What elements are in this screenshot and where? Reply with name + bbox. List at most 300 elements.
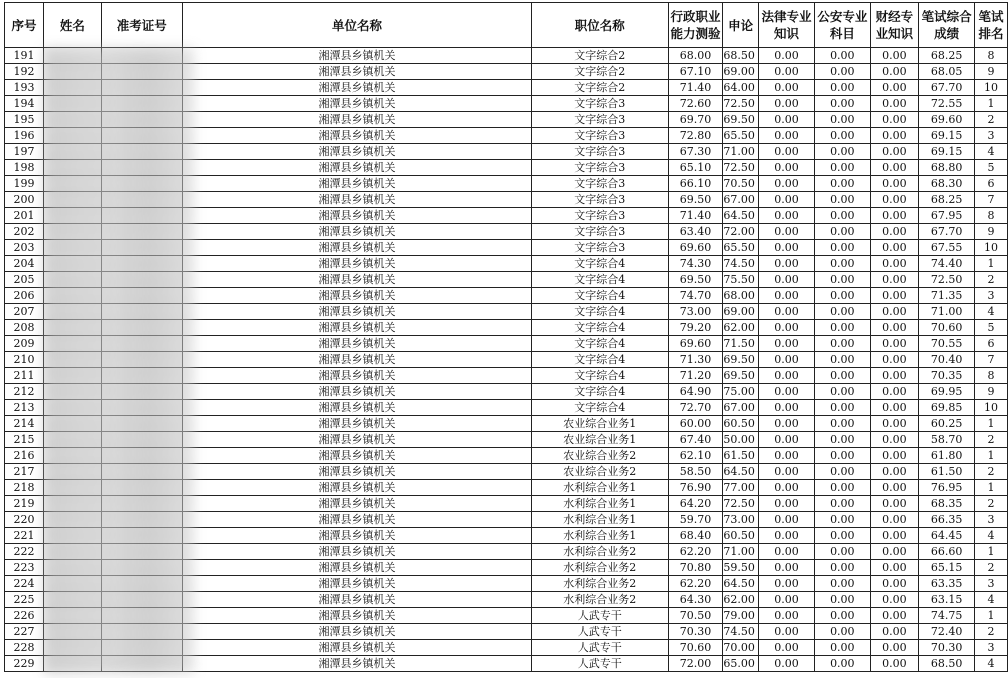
- cell-seq: 199: [5, 176, 44, 192]
- cell-unit: 湘潭县乡镇机关: [182, 80, 531, 96]
- cell-unit: 湘潭县乡镇机关: [182, 48, 531, 64]
- cell-shenlun: 72.50: [723, 96, 759, 112]
- cell-police: 0.00: [815, 64, 870, 80]
- cell-law: 0.00: [758, 400, 814, 416]
- cell-rank: 2: [974, 432, 1007, 448]
- cell-xingce: 62.10: [668, 448, 723, 464]
- cell-seq: 218: [5, 480, 44, 496]
- cell-law: 0.00: [758, 192, 814, 208]
- cell-unit: 湘潭县乡镇机关: [182, 640, 531, 656]
- cell-finance: 0.00: [870, 640, 919, 656]
- cell-finance: 0.00: [870, 256, 919, 272]
- cell-total: 71.35: [919, 288, 975, 304]
- cell-finance: 0.00: [870, 416, 919, 432]
- cell-finance: 0.00: [870, 496, 919, 512]
- cell-unit: 湘潭县乡镇机关: [182, 144, 531, 160]
- cell-position: 文字综合3: [532, 128, 669, 144]
- cell-rank: 8: [974, 368, 1007, 384]
- cell-rank: 7: [974, 192, 1007, 208]
- cell-unit: 湘潭县乡镇机关: [182, 560, 531, 576]
- cell-seq: 193: [5, 80, 44, 96]
- cell-police: 0.00: [815, 480, 870, 496]
- cell-seq: 197: [5, 144, 44, 160]
- cell-seq: 201: [5, 208, 44, 224]
- cell-police: 0.00: [815, 176, 870, 192]
- cell-seq: 211: [5, 368, 44, 384]
- cell-unit: 湘潭县乡镇机关: [182, 512, 531, 528]
- cell-unit: 湘潭县乡镇机关: [182, 576, 531, 592]
- cell-law: 0.00: [758, 432, 814, 448]
- cell-shenlun: 75.50: [723, 272, 759, 288]
- cell-law: 0.00: [758, 464, 814, 480]
- cell-position: 水利综合业务1: [532, 528, 669, 544]
- cell-rank: 2: [974, 624, 1007, 640]
- cell-total: 68.25: [919, 48, 975, 64]
- cell-xingce: 67.10: [668, 64, 723, 80]
- cell-police: 0.00: [815, 448, 870, 464]
- cell-law: 0.00: [758, 128, 814, 144]
- cell-rank: 4: [974, 304, 1007, 320]
- cell-total: 71.00: [919, 304, 975, 320]
- cell-law: 0.00: [758, 656, 814, 672]
- cell-xingce: 69.60: [668, 240, 723, 256]
- cell-law: 0.00: [758, 624, 814, 640]
- cell-rank: 4: [974, 528, 1007, 544]
- cell-law: 0.00: [758, 528, 814, 544]
- cell-position: 农业综合业务2: [532, 448, 669, 464]
- cell-police: 0.00: [815, 592, 870, 608]
- cell-total: 72.40: [919, 624, 975, 640]
- cell-total: 74.75: [919, 608, 975, 624]
- cell-xingce: 62.20: [668, 576, 723, 592]
- cell-shenlun: 64.50: [723, 208, 759, 224]
- cell-total: 60.25: [919, 416, 975, 432]
- cell-seq: 222: [5, 544, 44, 560]
- cell-shenlun: 65.00: [723, 656, 759, 672]
- cell-law: 0.00: [758, 240, 814, 256]
- cell-total: 70.60: [919, 320, 975, 336]
- cell-rank: 10: [974, 240, 1007, 256]
- cell-seq: 203: [5, 240, 44, 256]
- cell-unit: 湘潭县乡镇机关: [182, 400, 531, 416]
- cell-law: 0.00: [758, 112, 814, 128]
- cell-finance: 0.00: [870, 464, 919, 480]
- cell-rank: 9: [974, 64, 1007, 80]
- cell-seq: 223: [5, 560, 44, 576]
- cell-finance: 0.00: [870, 224, 919, 240]
- cell-unit: 湘潭县乡镇机关: [182, 112, 531, 128]
- cell-position: 文字综合3: [532, 160, 669, 176]
- cell-total: 70.40: [919, 352, 975, 368]
- cell-position: 文字综合3: [532, 208, 669, 224]
- cell-police: 0.00: [815, 656, 870, 672]
- cell-total: 68.05: [919, 64, 975, 80]
- cell-rank: 2: [974, 560, 1007, 576]
- cell-finance: 0.00: [870, 368, 919, 384]
- cell-rank: 2: [974, 272, 1007, 288]
- cell-total: 69.15: [919, 128, 975, 144]
- cell-seq: 212: [5, 384, 44, 400]
- cell-unit: 湘潭县乡镇机关: [182, 480, 531, 496]
- cell-law: 0.00: [758, 320, 814, 336]
- cell-xingce: 64.20: [668, 496, 723, 512]
- cell-shenlun: 62.00: [723, 320, 759, 336]
- cell-total: 68.80: [919, 160, 975, 176]
- cell-position: 文字综合4: [532, 384, 669, 400]
- cell-xingce: 73.00: [668, 304, 723, 320]
- cell-position: 水利综合业务1: [532, 480, 669, 496]
- cell-xingce: 71.40: [668, 80, 723, 96]
- cell-rank: 3: [974, 640, 1007, 656]
- cell-police: 0.00: [815, 496, 870, 512]
- cell-seq: 217: [5, 464, 44, 480]
- cell-finance: 0.00: [870, 528, 919, 544]
- cell-law: 0.00: [758, 608, 814, 624]
- cell-seq: 225: [5, 592, 44, 608]
- cell-seq: 227: [5, 624, 44, 640]
- cell-police: 0.00: [815, 336, 870, 352]
- cell-unit: 湘潭县乡镇机关: [182, 496, 531, 512]
- cell-xingce: 58.50: [668, 464, 723, 480]
- cell-rank: 4: [974, 144, 1007, 160]
- cell-xingce: 71.20: [668, 368, 723, 384]
- cell-total: 68.30: [919, 176, 975, 192]
- cell-shenlun: 77.00: [723, 480, 759, 496]
- cell-police: 0.00: [815, 48, 870, 64]
- cell-unit: 湘潭县乡镇机关: [182, 288, 531, 304]
- header-unit: 单位名称: [182, 3, 531, 48]
- cell-xingce: 66.10: [668, 176, 723, 192]
- cell-total: 70.35: [919, 368, 975, 384]
- cell-unit: 湘潭县乡镇机关: [182, 64, 531, 80]
- cell-finance: 0.00: [870, 384, 919, 400]
- cell-position: 人武专干: [532, 608, 669, 624]
- cell-unit: 湘潭县乡镇机关: [182, 416, 531, 432]
- cell-seq: 226: [5, 608, 44, 624]
- cell-seq: 224: [5, 576, 44, 592]
- header-police: 公安专业科目: [815, 3, 870, 48]
- cell-unit: 湘潭县乡镇机关: [182, 256, 531, 272]
- cell-rank: 10: [974, 80, 1007, 96]
- cell-seq: 221: [5, 528, 44, 544]
- cell-finance: 0.00: [870, 208, 919, 224]
- cell-unit: 湘潭县乡镇机关: [182, 160, 531, 176]
- cell-shenlun: 69.00: [723, 64, 759, 80]
- cell-position: 水利综合业务2: [532, 560, 669, 576]
- cell-police: 0.00: [815, 640, 870, 656]
- cell-total: 65.15: [919, 560, 975, 576]
- cell-finance: 0.00: [870, 288, 919, 304]
- cell-position: 农业综合业务2: [532, 464, 669, 480]
- cell-position: 文字综合3: [532, 192, 669, 208]
- cell-seq: 220: [5, 512, 44, 528]
- cell-shenlun: 61.50: [723, 448, 759, 464]
- cell-police: 0.00: [815, 256, 870, 272]
- cell-xingce: 65.10: [668, 160, 723, 176]
- cell-total: 61.80: [919, 448, 975, 464]
- cell-finance: 0.00: [870, 336, 919, 352]
- cell-seq: 196: [5, 128, 44, 144]
- cell-position: 文字综合4: [532, 320, 669, 336]
- cell-seq: 204: [5, 256, 44, 272]
- cell-total: 67.70: [919, 224, 975, 240]
- cell-xingce: 68.00: [668, 48, 723, 64]
- cell-rank: 3: [974, 128, 1007, 144]
- cell-shenlun: 79.00: [723, 608, 759, 624]
- header-xingce: 行政职业能力测验: [668, 3, 723, 48]
- cell-unit: 湘潭县乡镇机关: [182, 272, 531, 288]
- header-seq: 序号: [5, 3, 44, 48]
- cell-rank: 4: [974, 656, 1007, 672]
- cell-xingce: 60.00: [668, 416, 723, 432]
- cell-seq: 209: [5, 336, 44, 352]
- cell-shenlun: 50.00: [723, 432, 759, 448]
- cell-position: 文字综合3: [532, 112, 669, 128]
- cell-finance: 0.00: [870, 128, 919, 144]
- cell-finance: 0.00: [870, 448, 919, 464]
- cell-xingce: 69.70: [668, 112, 723, 128]
- cell-finance: 0.00: [870, 560, 919, 576]
- cell-xingce: 64.30: [668, 592, 723, 608]
- cell-law: 0.00: [758, 96, 814, 112]
- cell-xingce: 70.80: [668, 560, 723, 576]
- cell-seq: 228: [5, 640, 44, 656]
- cell-shenlun: 64.00: [723, 80, 759, 96]
- cell-finance: 0.00: [870, 144, 919, 160]
- cell-police: 0.00: [815, 432, 870, 448]
- cell-position: 文字综合3: [532, 224, 669, 240]
- cell-position: 文字综合4: [532, 272, 669, 288]
- cell-total: 68.25: [919, 192, 975, 208]
- cell-rank: 1: [974, 480, 1007, 496]
- cell-law: 0.00: [758, 144, 814, 160]
- cell-position: 文字综合4: [532, 304, 669, 320]
- cell-rank: 1: [974, 448, 1007, 464]
- cell-position: 文字综合4: [532, 400, 669, 416]
- cell-police: 0.00: [815, 144, 870, 160]
- cell-seq: 219: [5, 496, 44, 512]
- cell-shenlun: 62.00: [723, 592, 759, 608]
- cell-position: 水利综合业务2: [532, 576, 669, 592]
- cell-finance: 0.00: [870, 272, 919, 288]
- cell-shenlun: 68.00: [723, 288, 759, 304]
- cell-law: 0.00: [758, 224, 814, 240]
- cell-unit: 湘潭县乡镇机关: [182, 192, 531, 208]
- cell-position: 文字综合2: [532, 64, 669, 80]
- cell-unit: 湘潭县乡镇机关: [182, 336, 531, 352]
- cell-police: 0.00: [815, 544, 870, 560]
- cell-total: 61.50: [919, 464, 975, 480]
- cell-rank: 5: [974, 320, 1007, 336]
- cell-seq: 208: [5, 320, 44, 336]
- cell-police: 0.00: [815, 224, 870, 240]
- cell-unit: 湘潭县乡镇机关: [182, 352, 531, 368]
- cell-position: 人武专干: [532, 624, 669, 640]
- cell-seq: 215: [5, 432, 44, 448]
- cell-total: 67.55: [919, 240, 975, 256]
- cell-xingce: 69.50: [668, 192, 723, 208]
- cell-rank: 1: [974, 256, 1007, 272]
- cell-shenlun: 73.00: [723, 512, 759, 528]
- cell-total: 72.50: [919, 272, 975, 288]
- cell-total: 74.40: [919, 256, 975, 272]
- cell-seq: 214: [5, 416, 44, 432]
- cell-total: 76.95: [919, 480, 975, 496]
- cell-position: 水利综合业务1: [532, 512, 669, 528]
- cell-total: 66.35: [919, 512, 975, 528]
- cell-shenlun: 70.00: [723, 640, 759, 656]
- cell-finance: 0.00: [870, 624, 919, 640]
- cell-xingce: 74.70: [668, 288, 723, 304]
- cell-finance: 0.00: [870, 320, 919, 336]
- cell-rank: 8: [974, 208, 1007, 224]
- cell-unit: 湘潭县乡镇机关: [182, 176, 531, 192]
- cell-unit: 湘潭县乡镇机关: [182, 96, 531, 112]
- cell-law: 0.00: [758, 576, 814, 592]
- cell-finance: 0.00: [870, 400, 919, 416]
- cell-police: 0.00: [815, 96, 870, 112]
- cell-law: 0.00: [758, 496, 814, 512]
- cell-seq: 195: [5, 112, 44, 128]
- cell-position: 文字综合3: [532, 240, 669, 256]
- cell-shenlun: 60.50: [723, 416, 759, 432]
- cell-position: 水利综合业务2: [532, 544, 669, 560]
- cell-police: 0.00: [815, 416, 870, 432]
- header-name: 姓名: [44, 3, 102, 48]
- cell-police: 0.00: [815, 192, 870, 208]
- cell-position: 文字综合3: [532, 176, 669, 192]
- cell-police: 0.00: [815, 624, 870, 640]
- privacy-blur-overlay: [44, 48, 194, 674]
- cell-law: 0.00: [758, 544, 814, 560]
- cell-xingce: 72.70: [668, 400, 723, 416]
- cell-rank: 10: [974, 400, 1007, 416]
- cell-rank: 1: [974, 416, 1007, 432]
- cell-police: 0.00: [815, 160, 870, 176]
- cell-shenlun: 64.50: [723, 576, 759, 592]
- cell-police: 0.00: [815, 384, 870, 400]
- cell-shenlun: 69.50: [723, 368, 759, 384]
- cell-rank: 3: [974, 288, 1007, 304]
- cell-shenlun: 65.50: [723, 240, 759, 256]
- cell-finance: 0.00: [870, 576, 919, 592]
- cell-seq: 205: [5, 272, 44, 288]
- cell-police: 0.00: [815, 320, 870, 336]
- cell-finance: 0.00: [870, 48, 919, 64]
- cell-position: 文字综合4: [532, 368, 669, 384]
- cell-seq: 210: [5, 352, 44, 368]
- cell-rank: 9: [974, 384, 1007, 400]
- cell-unit: 湘潭县乡镇机关: [182, 384, 531, 400]
- cell-rank: 9: [974, 224, 1007, 240]
- cell-police: 0.00: [815, 608, 870, 624]
- cell-shenlun: 67.00: [723, 192, 759, 208]
- cell-rank: 6: [974, 176, 1007, 192]
- cell-unit: 湘潭县乡镇机关: [182, 128, 531, 144]
- cell-xingce: 62.20: [668, 544, 723, 560]
- cell-seq: 206: [5, 288, 44, 304]
- cell-rank: 1: [974, 608, 1007, 624]
- header-shenlun: 申论: [723, 3, 759, 48]
- cell-position: 文字综合4: [532, 288, 669, 304]
- cell-police: 0.00: [815, 576, 870, 592]
- header-finance: 财经专业知识: [870, 3, 919, 48]
- cell-police: 0.00: [815, 112, 870, 128]
- cell-rank: 3: [974, 576, 1007, 592]
- cell-total: 63.35: [919, 576, 975, 592]
- cell-position: 文字综合3: [532, 144, 669, 160]
- cell-position: 文字综合2: [532, 80, 669, 96]
- cell-law: 0.00: [758, 416, 814, 432]
- cell-total: 67.95: [919, 208, 975, 224]
- cell-position: 人武专干: [532, 640, 669, 656]
- cell-rank: 3: [974, 512, 1007, 528]
- cell-shenlun: 64.50: [723, 464, 759, 480]
- cell-law: 0.00: [758, 304, 814, 320]
- header-row: [5, 3, 1008, 48]
- cell-xingce: 59.70: [668, 512, 723, 528]
- cell-position: 水利综合业务2: [532, 592, 669, 608]
- cell-law: 0.00: [758, 208, 814, 224]
- cell-xingce: 71.40: [668, 208, 723, 224]
- cell-rank: 2: [974, 464, 1007, 480]
- cell-shenlun: 67.00: [723, 400, 759, 416]
- cell-police: 0.00: [815, 400, 870, 416]
- cell-xingce: 72.60: [668, 96, 723, 112]
- cell-seq: 200: [5, 192, 44, 208]
- cell-rank: 5: [974, 160, 1007, 176]
- cell-police: 0.00: [815, 528, 870, 544]
- cell-law: 0.00: [758, 592, 814, 608]
- cell-police: 0.00: [815, 352, 870, 368]
- cell-xingce: 67.40: [668, 432, 723, 448]
- header-position: 职位名称: [532, 3, 669, 48]
- cell-rank: 2: [974, 496, 1007, 512]
- cell-unit: 湘潭县乡镇机关: [182, 368, 531, 384]
- cell-total: 67.70: [919, 80, 975, 96]
- cell-seq: 229: [5, 656, 44, 672]
- cell-xingce: 69.60: [668, 336, 723, 352]
- cell-shenlun: 59.50: [723, 560, 759, 576]
- cell-police: 0.00: [815, 512, 870, 528]
- cell-shenlun: 74.50: [723, 624, 759, 640]
- cell-unit: 湘潭县乡镇机关: [182, 544, 531, 560]
- cell-finance: 0.00: [870, 112, 919, 128]
- cell-total: 58.70: [919, 432, 975, 448]
- cell-shenlun: 69.50: [723, 112, 759, 128]
- cell-law: 0.00: [758, 64, 814, 80]
- cell-xingce: 70.50: [668, 608, 723, 624]
- cell-xingce: 72.80: [668, 128, 723, 144]
- cell-law: 0.00: [758, 288, 814, 304]
- cell-rank: 6: [974, 336, 1007, 352]
- cell-finance: 0.00: [870, 160, 919, 176]
- cell-unit: 湘潭县乡镇机关: [182, 448, 531, 464]
- cell-finance: 0.00: [870, 304, 919, 320]
- cell-finance: 0.00: [870, 240, 919, 256]
- cell-total: 69.85: [919, 400, 975, 416]
- cell-unit: 湘潭县乡镇机关: [182, 432, 531, 448]
- cell-total: 70.30: [919, 640, 975, 656]
- cell-total: 72.55: [919, 96, 975, 112]
- cell-rank: 4: [974, 592, 1007, 608]
- cell-xingce: 71.30: [668, 352, 723, 368]
- cell-rank: 7: [974, 352, 1007, 368]
- cell-shenlun: 72.00: [723, 224, 759, 240]
- cell-shenlun: 70.50: [723, 176, 759, 192]
- cell-police: 0.00: [815, 304, 870, 320]
- cell-law: 0.00: [758, 256, 814, 272]
